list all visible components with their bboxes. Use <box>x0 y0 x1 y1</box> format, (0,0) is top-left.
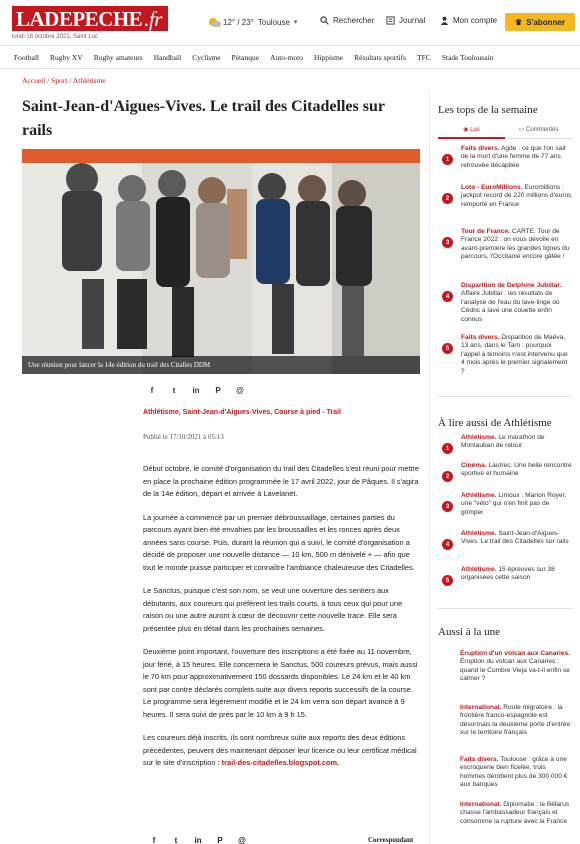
item-headline: Le marathon de Montauban de retour <box>461 434 545 450</box>
nav-item[interactable]: TFC <box>417 53 431 62</box>
article-paragraph-text: Les coureurs déjà inscrits, ils sont nombreux suite aux reports des deux éditions précédentes, peuvent dès maintenant déposer leur licence ou leur certificat médical sur le site d'inscription : <box>143 733 417 767</box>
item-category: Faits divers. <box>461 334 500 341</box>
rank-badge: 2 <box>442 193 453 204</box>
linkedin-icon[interactable]: in <box>192 386 200 395</box>
tops-item-text <box>461 282 572 324</box>
user-icon <box>440 16 449 25</box>
une-item[interactable] <box>460 756 572 790</box>
also-item[interactable] <box>442 566 572 586</box>
rank-badge: 5 <box>442 343 453 354</box>
nav-item[interactable]: Cyclisme <box>192 53 221 62</box>
tops-item[interactable] <box>442 184 572 209</box>
nav-item[interactable]: Stade Toulousain <box>441 53 494 62</box>
nav-item[interactable]: Auto-moto <box>270 53 303 62</box>
item-headline: Euromillions : jackpot record de 220 millions d'euros remporté en France <box>461 184 572 208</box>
also-item[interactable] <box>442 530 572 550</box>
nav-item[interactable]: Handball <box>153 53 182 62</box>
item-headline: Diplomatie : le Bélarus chasse l'ambassadeur français et consomme la rupture avec la France <box>460 801 570 825</box>
tab-read-label: Lus <box>470 127 480 133</box>
tops-tabs <box>438 125 572 139</box>
item-category: Faits divers. <box>460 756 499 763</box>
share-bar <box>146 386 246 395</box>
newspaper-icon <box>386 16 395 25</box>
item-headline: Agde : ce que l'on sait de la mort d'une femme de 77 ans retrouvée décapitée <box>461 145 566 169</box>
tops-item-text <box>461 145 572 170</box>
tops-item-text <box>461 334 572 376</box>
une-title: Aussi à la une <box>438 626 501 638</box>
item-category: Loto - EuroMillions. <box>461 184 523 191</box>
item-category: Disparition de Delphine Jubillar. <box>461 282 562 289</box>
rank-badge: 4 <box>442 539 453 550</box>
item-category: Cinéma. <box>461 462 487 469</box>
photo-caption: Une réunion pour lancer la 14e édition du trail des Citalles DDM <box>22 356 420 374</box>
site-header <box>0 0 580 46</box>
tab-comments-label: Commentés <box>526 127 559 133</box>
article-author: Correspondant <box>368 836 414 844</box>
item-headline: Toulouse : grâce à une escroquerie bien ficelée, trois hommes dérobent plus de 300 000 € aux banques <box>460 756 568 789</box>
item-headline: Lautrec. Une belle rencontre sportive et humaine <box>461 462 572 478</box>
crown-icon: ♛ <box>515 17 523 27</box>
item-category: Tour de France. <box>461 228 510 235</box>
rank-badge: 3 <box>442 501 453 512</box>
also-item-text <box>461 566 572 586</box>
account-label: Mon compte <box>453 16 498 25</box>
also-item[interactable] <box>442 434 572 454</box>
subscribe-label: S'abonner <box>526 17 565 27</box>
facebook-icon[interactable]: f <box>150 386 154 395</box>
article-paragraph: Le Sanctus, puisque c'est son nom, se veut une ouverture des sentiers aux débutants, aux coureurs qui préfèrent les trails courts, à tous ceux qui pour une raison ou une autre auront à cœur de découvrir cette nouvelle trace. Elle sera présentée plus en détail dans les prochaines semaines. <box>143 586 403 633</box>
item-headline: CARTE. Tour de France 2022 : on vous dévoile en avant-première les grandes lignes du parcours, l'Occitanie encore gâtée ! <box>461 228 570 261</box>
search-button[interactable] <box>320 16 374 25</box>
photo-illustration <box>22 149 420 374</box>
article-photo <box>22 149 420 374</box>
rank-badge: 1 <box>442 443 453 454</box>
article-paragraph: Deuxième point important, l'ouverture des inscriptions a été fixée au 11 novembre, jour férié, à 15 heures. Elle concernera le Sanctus, 500 coureurs prévus, mais aussi le 70 km pour approximativement 150 dossards disponibles. Le 24 km et le 40 km sont par contre déclarés complets suite aux divers reports successifs de la course. Le programme sera légèrement modifié et le 24 km verra son départ avancé à 9 heures. Il sera suivi de près par le 10 km à 9 h 15. <box>143 647 418 719</box>
item-category: Athlétisme. <box>461 492 497 499</box>
tops-item-text <box>461 228 572 262</box>
tab-comments[interactable]: ▭ Commentés <box>505 125 572 139</box>
tops-item[interactable] <box>442 334 572 376</box>
tab-read[interactable]: ◉ Lus <box>438 125 505 139</box>
tops-item[interactable] <box>442 282 572 324</box>
item-headline: Route migratoire : la frontière franco-espagnole est désormais la deuxième porte d'entrée sur le territoire français <box>460 704 571 737</box>
tops-item[interactable] <box>442 228 572 262</box>
article-tags[interactable]: Athlétisme, Saint-Jean-d'Aigues-Vives, Course à pied - Trail <box>143 409 341 416</box>
article-paragraph: Début octobre, le comité d'organisation du trail des Citadelles s'est réuni pour mettre en place la prochaine édition programmée le 17 avril 2022, jour de Pâques. Il s'agira de la 14e édition, départ et arrivée à Lavelanet. <box>143 464 420 498</box>
item-category: Athlétisme. <box>461 434 497 441</box>
rank-badge: 1 <box>442 154 453 165</box>
nav-item[interactable]: Hippisme <box>313 53 344 62</box>
nav-item[interactable]: Pétanque <box>231 53 260 62</box>
tops-item[interactable] <box>442 145 572 170</box>
sidebar-divider <box>429 90 430 844</box>
twitter-icon[interactable]: t <box>174 836 178 844</box>
article-body <box>143 463 419 781</box>
also-title: À lire aussi de Athlétisme <box>438 417 552 429</box>
item-headline: Limoux : Marion Royer, une "véto" qui n'en finit pas de grimper <box>461 492 567 516</box>
une-item[interactable] <box>460 650 572 684</box>
journal-label: Journal <box>399 16 426 25</box>
sidebar-rule <box>438 608 572 609</box>
breadcrumb[interactable]: Accueil / Sport / Athlétisme <box>22 76 106 85</box>
share-bar-bottom <box>148 836 248 844</box>
une-item[interactable] <box>460 801 572 826</box>
journal-button[interactable] <box>386 16 425 25</box>
search-label: Rechercher <box>333 16 375 25</box>
item-category: Éruption d'un volcan aux Canaries. <box>460 650 571 657</box>
account-button[interactable] <box>440 16 497 25</box>
also-item[interactable] <box>442 462 572 482</box>
also-item-text <box>461 492 572 517</box>
rank-badge: 3 <box>442 237 453 248</box>
date-line: lundi 18 octobre 2021, Saint Luc <box>12 34 99 40</box>
also-item-text <box>461 462 572 482</box>
article-paragraph <box>143 732 419 770</box>
rank-badge: 5 <box>442 575 453 586</box>
une-item[interactable] <box>460 704 572 738</box>
tops-title: Les tops de la semaine <box>438 104 538 116</box>
facebook-icon[interactable]: f <box>152 836 156 844</box>
also-item-text <box>461 434 572 454</box>
email-icon[interactable]: @ <box>238 836 246 844</box>
item-headline: 15 épreuves sur 38 organisées cette saison <box>461 566 555 582</box>
item-category: Athlétisme. <box>461 530 497 537</box>
search-icon <box>320 16 329 25</box>
item-headline: Affaire Jubillar : les résultats de l'analyse de l'eau du lave-linge où Cédric a lavé une couette enfin connus <box>461 290 560 323</box>
site-logo[interactable]: LADEPECHE.fr <box>12 6 168 31</box>
nav-item[interactable]: Football <box>14 53 40 62</box>
article-paragraph: La journée a commencé par un premier débroussaillage, certaines parties du parcours ayant bien été envahies par les broussailles et les ronces après deux années sans course. Puis, durant la réunion qui a suivi, le comité d'organisation a décidé de proposer une nouvelle distance — 10 km, 500 m dénivelé + — afin que tout le monde puisse participer et connaître l'ambiance chaleureuse des Citadelles. <box>143 512 415 572</box>
nav-item[interactable]: Rugby XV <box>50 53 83 62</box>
tops-item-text <box>461 184 572 209</box>
registration-link[interactable]: trail-des-citadelles.blogspot.com. <box>221 758 340 767</box>
rank-badge: 4 <box>442 291 453 302</box>
twitter-icon[interactable]: t <box>172 386 176 395</box>
item-category: Athlétisme. <box>461 566 497 573</box>
also-item-text <box>461 530 572 550</box>
print-icon[interactable]: P <box>217 836 223 844</box>
item-headline: Éruption du volcan aux Canaries : quand le Cumbre Vieja va-t-il enfin se calmer ? <box>460 658 570 683</box>
email-icon[interactable]: @ <box>236 386 244 395</box>
weather-temps: 12° / 23° <box>223 17 254 27</box>
subscribe-button[interactable] <box>505 13 575 31</box>
item-category: Faits divers. <box>461 145 500 152</box>
nav-item[interactable]: Rugby amateurs <box>93 53 143 62</box>
linkedin-icon[interactable]: in <box>194 836 202 844</box>
item-category: International. <box>460 704 502 711</box>
nav-item[interactable]: Résultats sportifs <box>354 53 406 62</box>
weather-city: Toulouse <box>257 17 290 27</box>
item-category: International. <box>460 801 502 808</box>
item-headline: Saint-Jean-d'Aigues-Vives. Le trail des Citadelles sur rails <box>461 530 569 546</box>
sports-nav <box>0 47 580 69</box>
weather-sun-icon <box>207 16 219 28</box>
publish-date: Publié le 17/10/2021 à 05:13 <box>143 433 224 441</box>
item-headline: Disparition de Maëva, 13 ans, dans le Tarn : pourquoi l'appel à témoins n'est intervenu que 4 mois après le premier signalement ? <box>461 334 568 375</box>
print-icon[interactable]: P <box>215 386 221 395</box>
article-title: Saint-Jean-d'Aigues-Vives. Le trail des Citadelles sur rails <box>22 98 385 139</box>
weather-widget[interactable] <box>207 16 297 28</box>
also-item[interactable] <box>442 492 572 517</box>
rank-badge: 2 <box>442 471 453 482</box>
sidebar-rule <box>438 396 572 397</box>
chevron-down-icon: ▾ <box>293 19 298 26</box>
